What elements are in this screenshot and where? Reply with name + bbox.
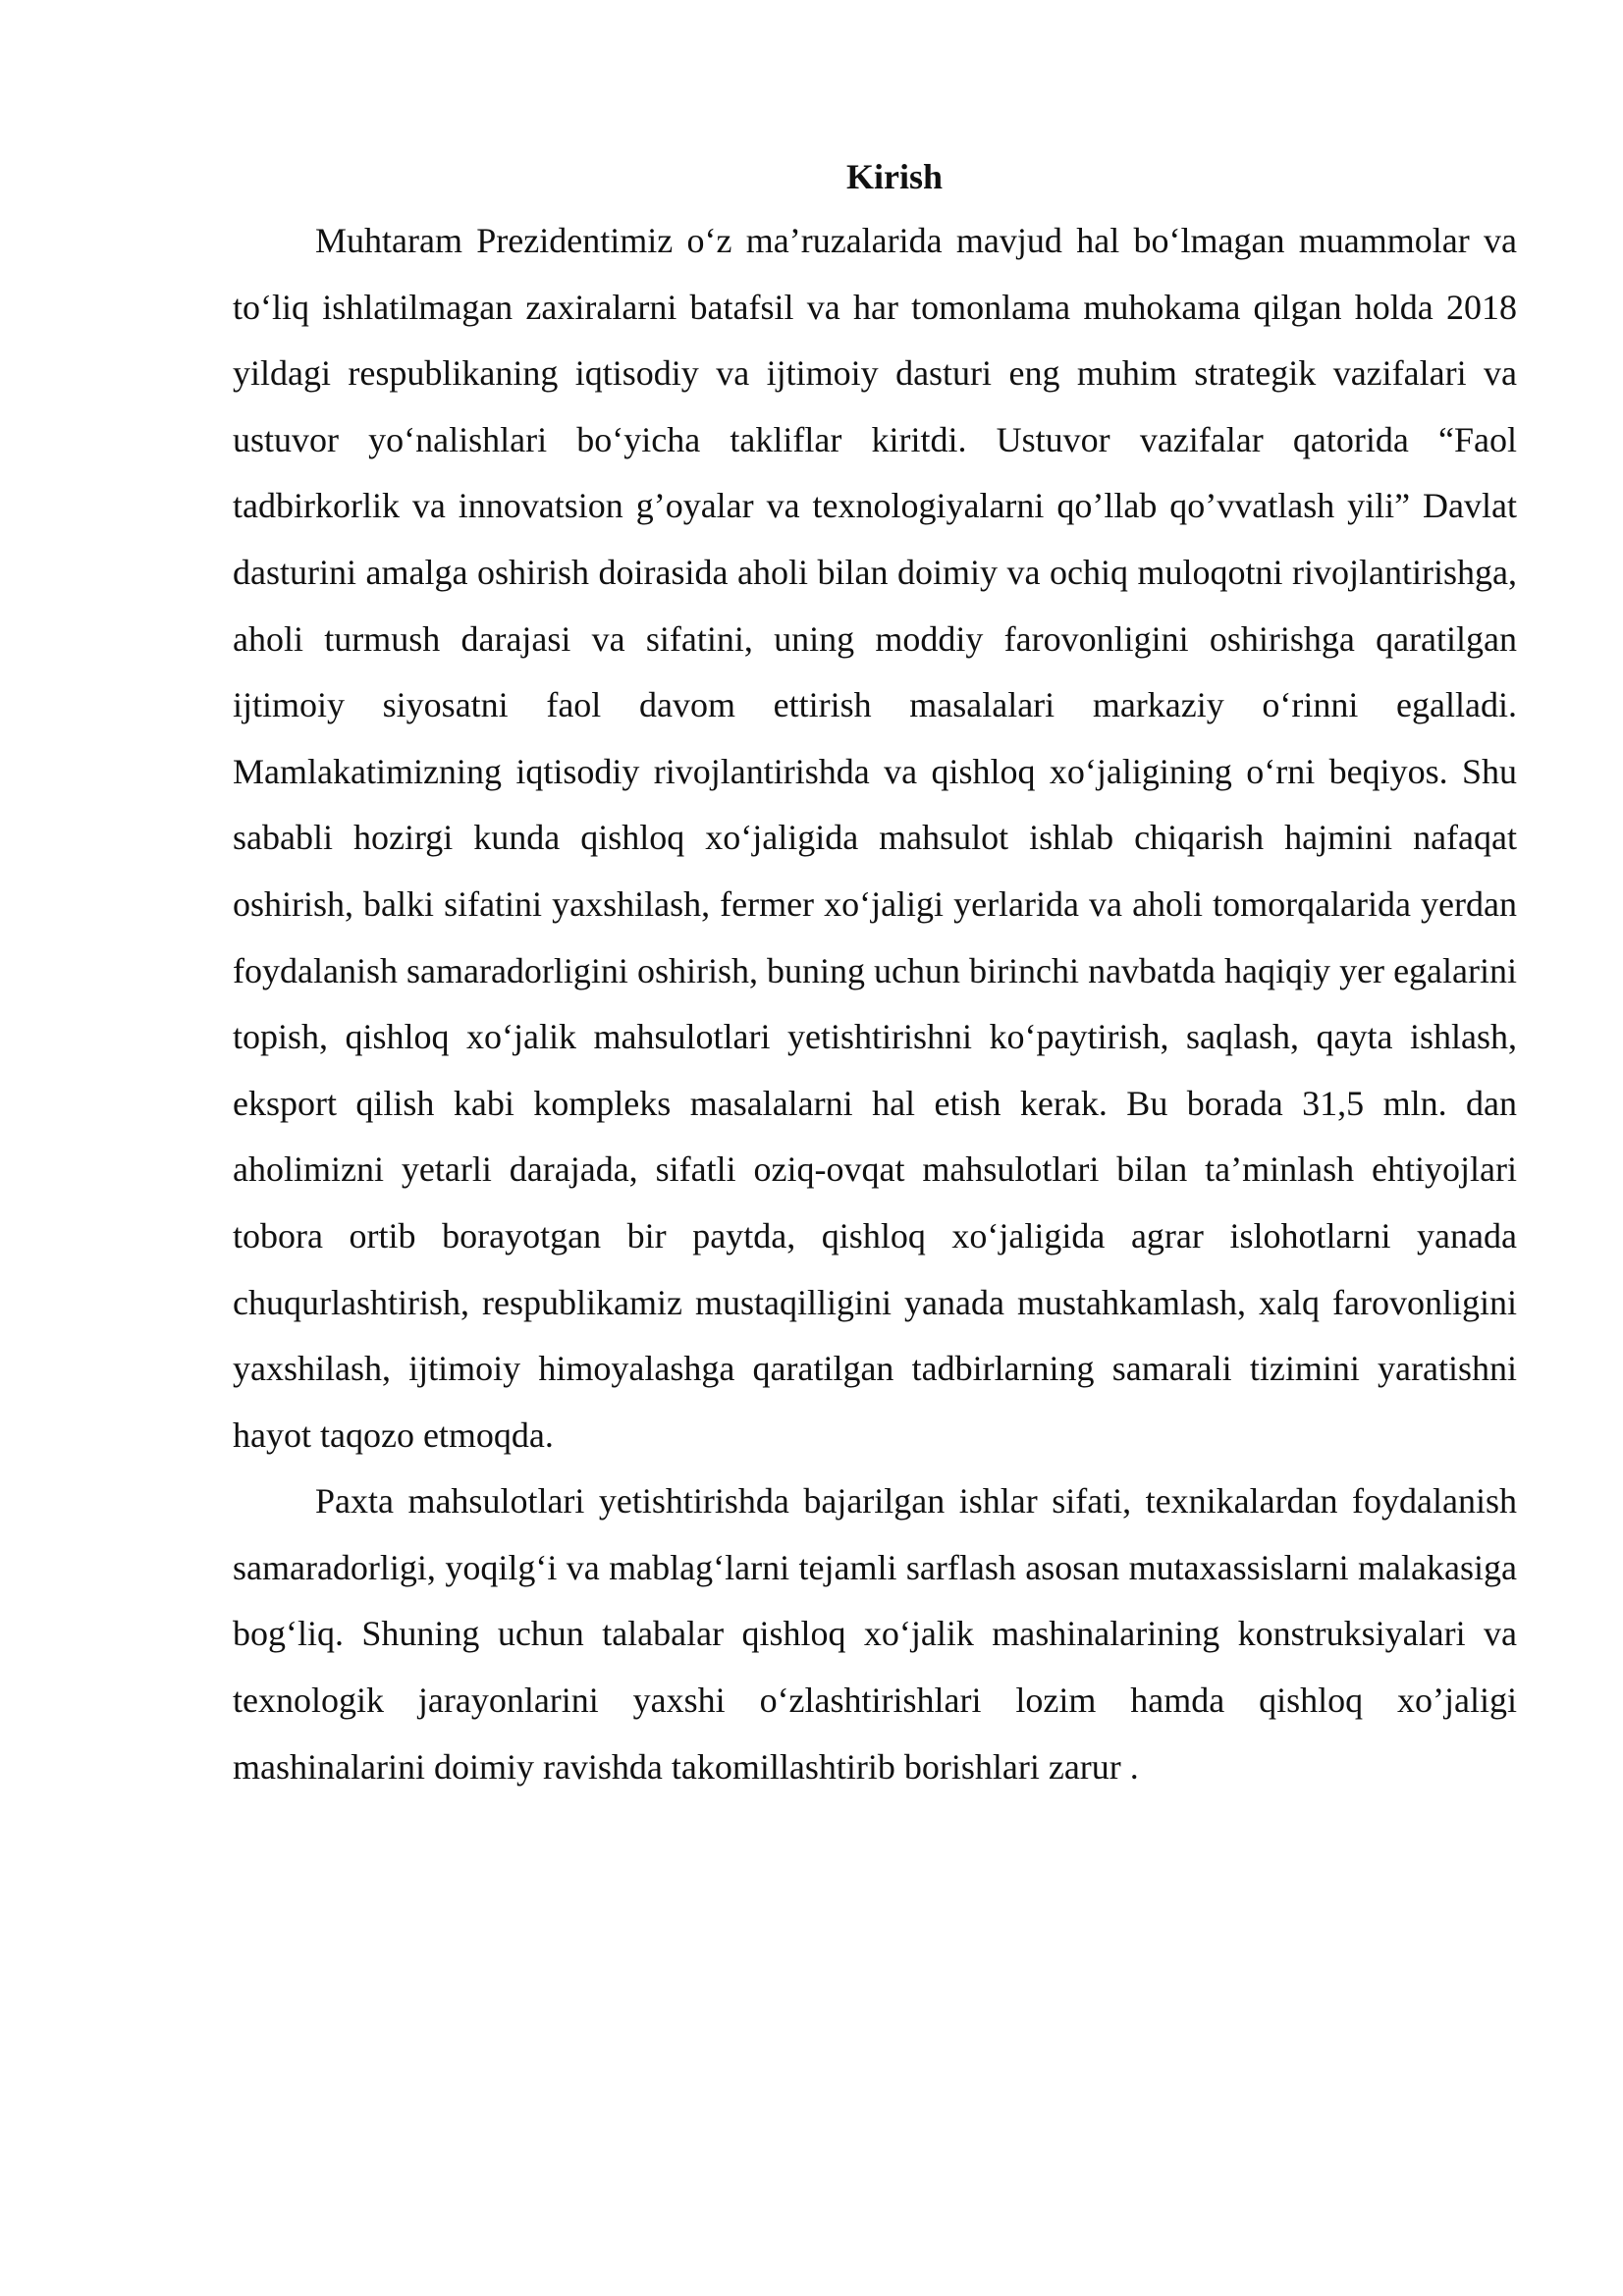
paragraph-cotton: Paxta mahsulotlari yetishtirishda bajarilgan ishlar sifati, texnikalardan foydalanish samaradorligi, yoqilg‘i va mablag‘larni tejamli sarflash asosan mutaxassislarni malakasiga bog‘liq. Shuning uchun talabalar qishloq xo‘jalik mashinalarining konstruksiyalari va texnologik jarayonlarini yaxshi o‘zlashtirishlari lozim hamda qishloq xo’jaligi mashinalarini doimiy ravishda takomillashtirib borishlari zarur . <box>233 1481 1517 1787</box>
document-body <box>233 147 1517 1800</box>
page-title: Kirish <box>845 157 943 196</box>
paragraph-intro: Muhtaram Prezidentimiz o‘z ma’ruzalarida mavjud hal bo‘lmagan muammolar va to‘liq ishlatilmagan zaxiralarni batafsil va har tomonlama muhokama qilgan holda 2018 yildagi respublikaning iqtisodiy va ijtimoiy dasturi eng muhim strategik vazifalari va ustuvor yo‘nalishlari bo‘yicha takliflar kiritdi. Ustuvor vazifalar qatorida “Faol tadbirkorlik va innovatsion g’oyalar va texnologiyalarni qo’llab qo’vvatlash yili” Davlat dasturini amalga oshirish doirasida aholi bilan doimiy va ochiq muloqotni rivojlantirishga, aholi turmush darajasi va sifatini, uning moddiy farovonligini oshirishga qaratilgan ijtimoiy siyosatni faol davom ettirish masalalari markaziy o‘rinni egalladi. Mamlakatimizning iqtisodiy rivojlantirishda va qishloq xo‘jaligining o‘rni beqiyos. Shu sababli hozirgi kunda qishloq xo‘jaligida mahsulot ishlab chiqarish hajmini nafaqat oshirish, balki sifatini yaxshilash, fermer xo‘jaligi yerlarida va aholi tomorqalarida yerdan foydalanish samaradorligini oshirish, buning uchun birinchi navbatda haqiqiy yer egalarini topish, qishloq xo‘jalik mahsulotlari yetishtirishni ko‘paytirish, saqlash, qayta ishlash, eksport qilish kabi kompleks masalalarni hal etish kerak. Bu borada 31,5 mln. dan aholimizni yetarli darajada, sifatli oziq-ovqat mahsulotlari bilan ta’minlash ehtiyojlari tobora ortib borayotgan bir paytda, qishloq xo‘jaligida agrar islohotlarni yanada chuqurlashtirish, respublikamiz mustaqilligini yanada mustahkamlash, xalq farovonligini yaxshilash, ijtimoiy himoyalashga qaratilgan tadbirlarning samarali tizimini yaratishni hayot taqozo etmoqda. <box>233 221 1517 1455</box>
